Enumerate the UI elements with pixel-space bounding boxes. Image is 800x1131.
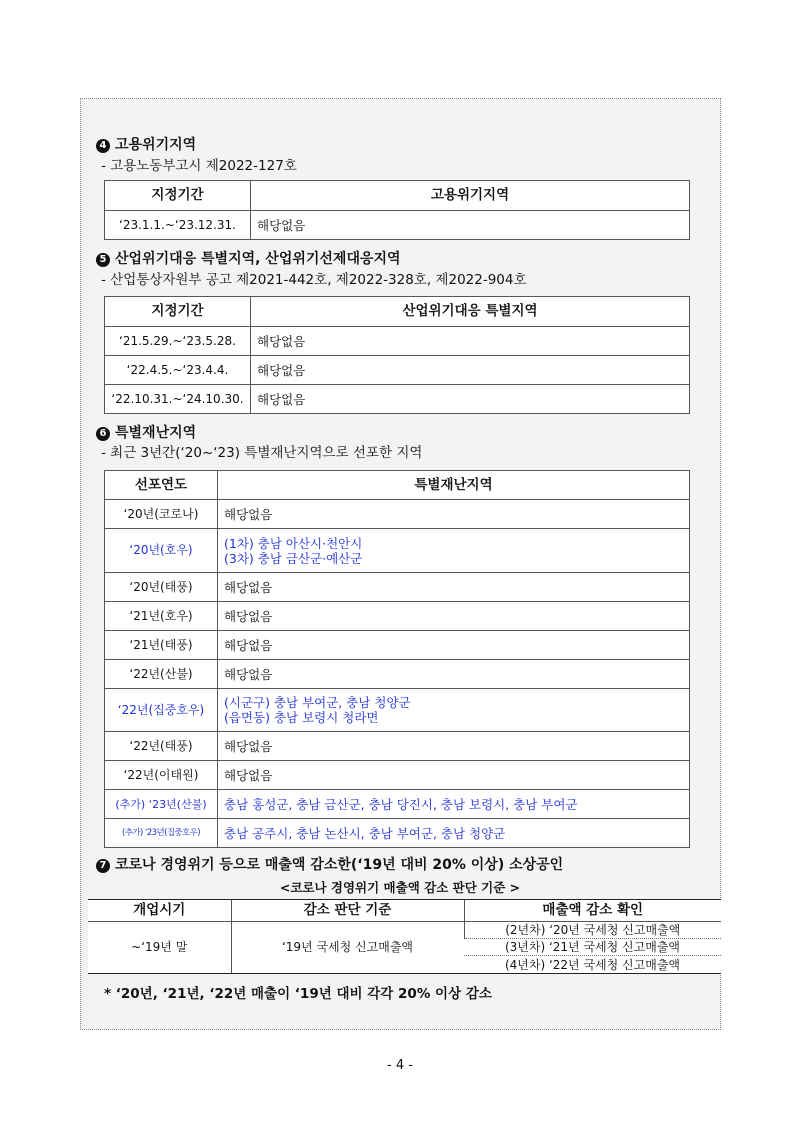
table-row (105, 211, 690, 240)
area-line: (시군구) 충남 부여군, 충남 청양군 (224, 695, 411, 710)
table-row (105, 573, 690, 602)
area-cell: 해당없음 (218, 500, 690, 529)
year-cell: (추가) ‘23년(집중호우) (105, 819, 218, 848)
section-6-number-icon: 6 (96, 427, 110, 441)
area-line: (3차) 충남 금산군·예산군 (224, 550, 363, 566)
area-cell: 해당없음 (218, 602, 690, 631)
table-row (105, 761, 690, 790)
section-7-title: 코로나 경영위기 등으로 매출액 감소한(‘19년 대비 20% 이상) 소상공인 (115, 857, 564, 873)
table-header: 매출액 감소 확인 (464, 900, 721, 922)
period-cell: ‘21.5.29.~‘23.5.28. (105, 327, 251, 356)
section-6-subtitle: - 최근 3년간(‘20~‘23) 특별재난지역으로 선포한 지역 (101, 445, 423, 461)
section-4-number-icon: 4 (96, 139, 110, 153)
section-5-heading (96, 250, 401, 268)
table-row (105, 385, 690, 414)
table-header: 산업위기대응 특별지역 (251, 297, 690, 327)
year-cell: ‘22년(산불) (105, 660, 218, 689)
year-cell: ‘22년(집중호우) (105, 689, 218, 732)
table-row (88, 922, 721, 939)
industrial-crisis-table (104, 296, 690, 414)
area-cell: 충남 공주시, 충남 논산시, 충남 부여군, 충남 청양군 (218, 819, 690, 848)
section-4-heading (96, 136, 196, 154)
area-cell: 해당없음 (218, 761, 690, 790)
year-cell: ‘20년(코로나) (105, 500, 218, 529)
table-header: 지정기간 (105, 181, 251, 211)
year-cell: ‘20년(호우) (105, 529, 218, 573)
page-number: - 4 - (387, 1058, 413, 1073)
area-line: (1차) 충남 아산시·천안시 (224, 535, 363, 551)
table-row (105, 327, 690, 356)
period-cell: ‘23.1.1.~‘23.12.31. (105, 211, 251, 240)
table-header: 특별재난지역 (218, 471, 690, 500)
section-6-title: 특별재난지역 (115, 425, 197, 441)
section-6-heading (96, 424, 196, 442)
area-cell: 해당없음 (218, 631, 690, 660)
area-cell: 해당없음 (251, 385, 690, 414)
table-row (105, 500, 690, 529)
sales-decline-criteria-table (88, 899, 721, 974)
table-header: 고용위기지역 (251, 181, 690, 211)
area-cell: 충남 홍성군, 충남 금산군, 충남 당진시, 충남 보령시, 충남 부여군 (218, 790, 690, 819)
check-cell: (2년차) ‘20년 국세청 신고매출액 (464, 922, 721, 939)
table-row (105, 356, 690, 385)
check-cell: (3년차) ‘21년 국세청 신고매출액 (464, 939, 721, 956)
area-cell: 해당없음 (218, 660, 690, 689)
section-4-subtitle: - 고용노동부고시 제2022-127호 (101, 158, 297, 174)
table-row (105, 790, 690, 819)
area-cell: 해당없음 (218, 573, 690, 602)
year-cell: ‘21년(호우) (105, 602, 218, 631)
area-cell (218, 529, 690, 573)
year-cell: ‘22년(태풍) (105, 732, 218, 761)
section-5-subtitle: - 산업통상자원부 공고 제2021-442호, 제2022-328호, 제2022-904호 (101, 272, 527, 288)
section-7-heading (96, 856, 563, 874)
section-7-number-icon: 7 (96, 859, 110, 873)
criteria-cell: ‘19년 국세청 신고매출액 (231, 922, 464, 974)
check-cell: (4년차) ‘22년 국세청 신고매출액 (464, 956, 721, 974)
section-5-number-icon: 5 (96, 253, 110, 267)
period-cell: ‘22.10.31.~‘24.10.30. (105, 385, 251, 414)
area-line: (읍면동) 충남 보령시 청라면 (224, 710, 379, 725)
year-cell: ‘20년(태풍) (105, 573, 218, 602)
table-row (105, 660, 690, 689)
table-row (105, 819, 690, 848)
section-5-title: 산업위기대응 특별지역, 산업위기선제대응지역 (115, 251, 401, 267)
employment-crisis-table (104, 180, 690, 240)
open-period-cell: ~‘19년 말 (88, 922, 231, 974)
area-cell: 해당없음 (251, 356, 690, 385)
year-cell: (추가) ‘23년(산불) (105, 790, 218, 819)
area-cell: 해당없음 (251, 211, 690, 240)
year-cell: ‘21년(태풍) (105, 631, 218, 660)
area-cell: 해당없음 (251, 327, 690, 356)
period-cell: ‘22.4.5.~‘23.4.4. (105, 356, 251, 385)
footnote: * ‘20년, ‘21년, ‘22년 매출이 ‘19년 대비 각각 20% 이상 감소 (104, 986, 492, 1002)
area-cell (218, 689, 690, 732)
special-disaster-table (104, 470, 690, 848)
table-row (105, 602, 690, 631)
year-cell: ‘22년(이태원) (105, 761, 218, 790)
table-header: 지정기간 (105, 297, 251, 327)
table-row (105, 631, 690, 660)
table-header: 선포연도 (105, 471, 218, 500)
criteria-caption: <코로나 경영위기 매출액 감소 판단 기준 > (279, 880, 521, 895)
area-cell: 해당없음 (218, 732, 690, 761)
table-row (105, 732, 690, 761)
table-header: 개업시기 (88, 900, 231, 922)
table-row (105, 689, 690, 732)
section-4-title: 고용위기지역 (115, 137, 197, 153)
table-row (105, 529, 690, 573)
table-header: 감소 판단 기준 (231, 900, 464, 922)
